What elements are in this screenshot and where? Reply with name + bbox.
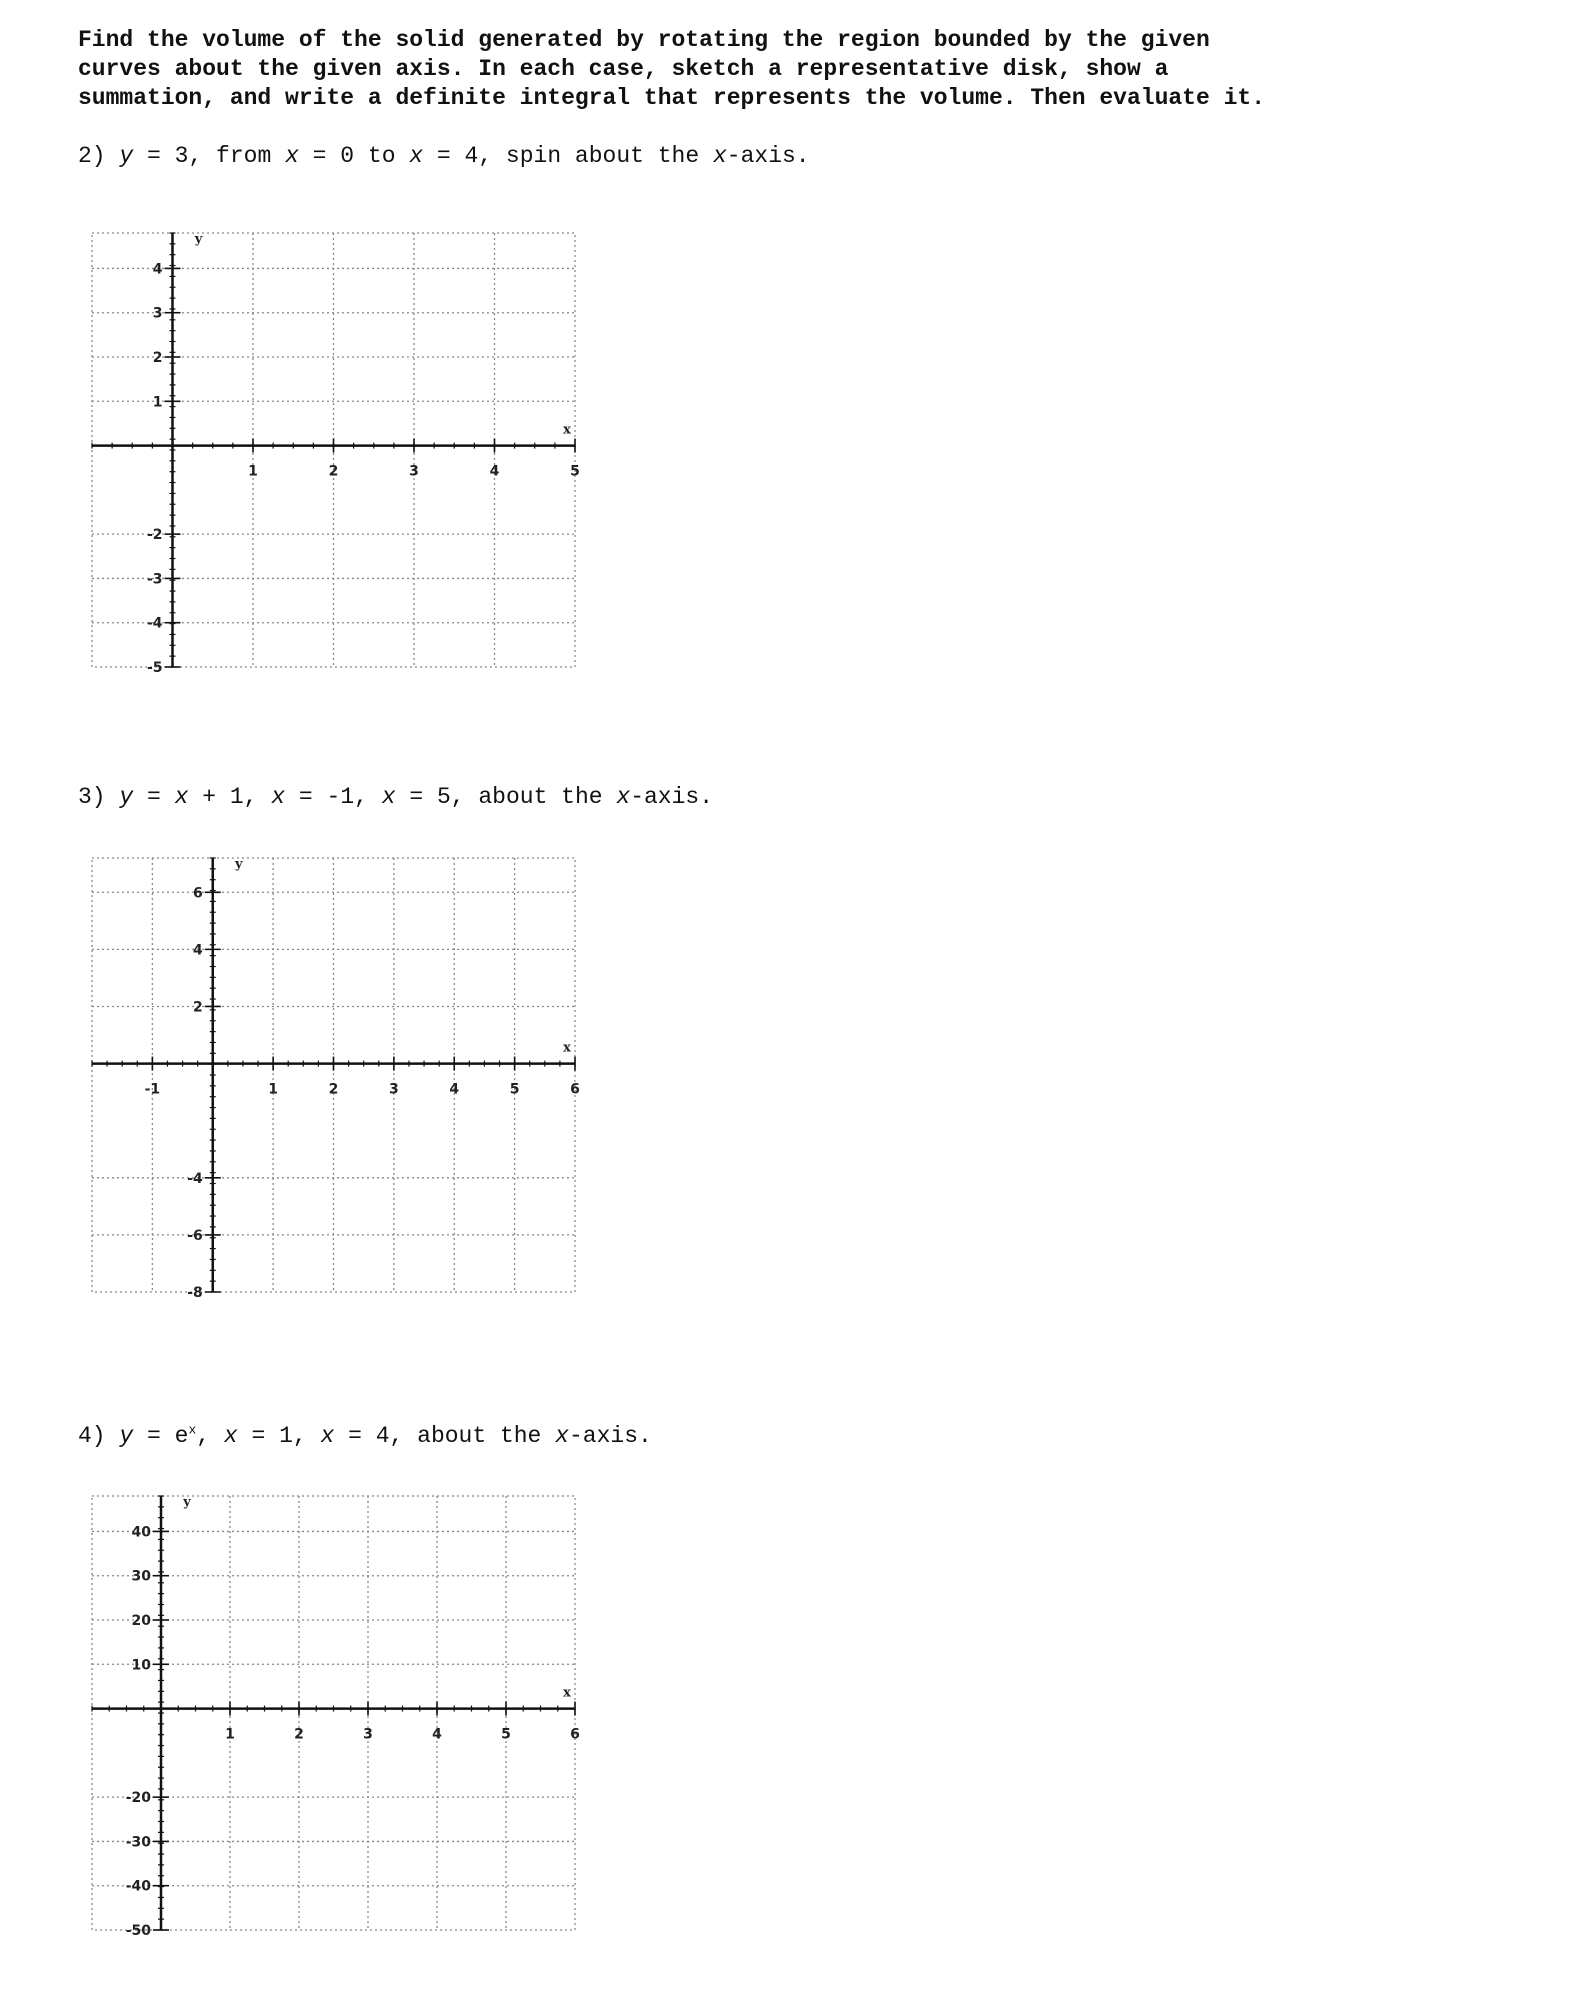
x-tick-label: 1 [225,1726,235,1743]
y-tick-label: -4 [187,1170,203,1187]
grid-frame [92,1496,575,1930]
x-tick-label: 5 [509,1081,520,1098]
instructions [78,26,1478,113]
y-tick-label: -8 [187,1285,203,1301]
problem-2-statement: 2) y = 3, from x = 0 to x = 4, spin about the x-axis. [78,143,810,169]
y-tick-label: -3 [146,571,163,588]
y-tick-label: 3 [152,305,163,322]
y-tick-label: 4 [193,942,203,959]
x-tick-label: 4 [489,463,500,480]
x-tick-label: 3 [363,1726,373,1743]
x-axis-label: x [563,1040,571,1056]
x-tick-label: 3 [389,1081,399,1098]
y-tick-label: -6 [187,1227,203,1244]
problem-number: 2) [78,143,106,169]
y-axis-label: y [234,857,243,872]
x-tick-label: 2 [328,1081,339,1098]
x-tick-label: 2 [294,1726,304,1743]
graph-problem-4 [0,1488,600,1948]
y-tick-label: -40 [125,1878,151,1895]
y-tick-label: 1 [152,394,163,411]
x-tick-label: 6 [570,1081,580,1098]
y-tick-label: -2 [146,527,163,544]
y-axis-label: y [183,1495,191,1510]
x-tick-label: 1 [248,463,258,480]
y-tick-label: -20 [125,1790,151,1807]
graph-problem-2 [0,225,600,685]
y-tick-label: 30 [131,1568,151,1585]
instructions-line: Find the volume of the solid generated by rotating the region bounded by the given [78,27,1210,53]
x-tick-label: 4 [432,1726,442,1743]
y-tick-label: -5 [146,660,163,676]
y-tick-label: 4 [152,261,163,278]
instructions-line: curves about the given axis. In each case, sketch a representative disk, show a [78,56,1169,82]
y-tick-label: 20 [131,1613,151,1629]
y-tick-label: 10 [131,1657,151,1674]
x-tick-label: 4 [449,1081,460,1098]
problem-number: 3) [78,784,106,810]
y-tick-label: 2 [152,350,163,366]
problem-3-statement: 3) y = x + 1, x = -1, x = 5, about the x-axis. [78,784,714,810]
x-tick-label: -1 [144,1081,161,1098]
x-tick-label: 5 [501,1726,511,1743]
x-tick-label: 2 [328,463,339,480]
y-tick-label: -4 [146,615,163,632]
y-tick-label: -50 [125,1923,151,1939]
y-tick-label: 6 [193,885,203,902]
graph-problem-3 [0,850,600,1310]
problem-4-statement: 4) $y = e^x$, x = 1, x = 4, about the x-axis. [78,1422,652,1449]
x-axis-label: x [563,1685,571,1701]
x-tick-label: 1 [268,1081,278,1098]
x-tick-label: 3 [409,463,419,480]
y-tick-label: 40 [131,1524,151,1541]
y-tick-label: -30 [125,1834,151,1851]
instructions-line: summation, and write a definite integral that represents the volume. Then evaluate it. [78,85,1265,111]
x-tick-label: 6 [570,1726,580,1743]
problem-number: 4) [78,1423,106,1449]
y-axis-label: y [194,232,203,247]
y-tick-label: 2 [193,999,203,1016]
x-tick-label: 5 [570,463,580,480]
x-axis-label: x [563,422,571,438]
